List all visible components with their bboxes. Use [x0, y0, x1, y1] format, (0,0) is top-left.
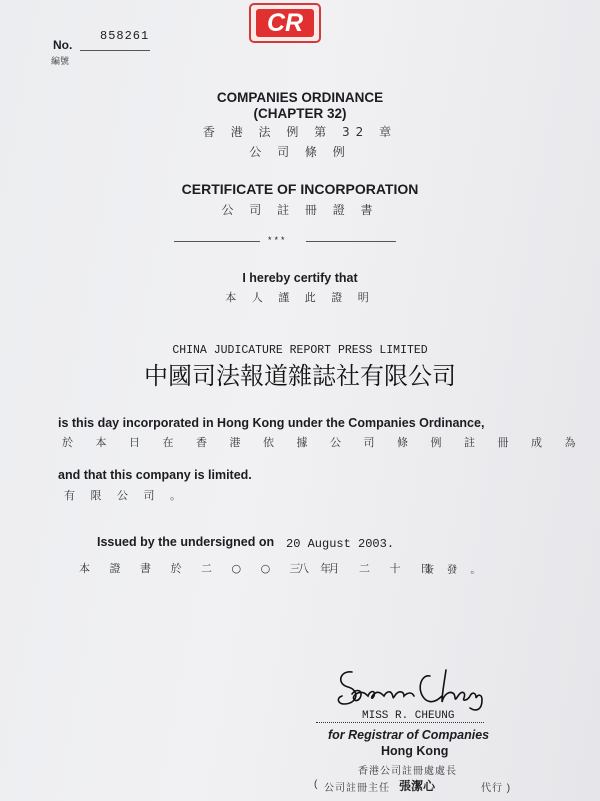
- ordinance-subtitle-cn: 公 司 條 例: [249, 145, 351, 159]
- company-name-en: CHINA JUDICATURE REPORT PRESS LIMITED: [172, 344, 428, 357]
- issue-date-cn: 八 月 二 十 日: [298, 562, 439, 575]
- issued-label: Issued by the undersigned on: [97, 535, 275, 549]
- ordinance-title: COMPANIES ORDINANCE: [216, 90, 384, 105]
- signatory-name: MISS R. CHEUNG: [362, 710, 455, 722]
- cert-number-label: No.: [53, 38, 73, 52]
- registrar-name-cn: 張潔心: [399, 779, 436, 793]
- registrar-place: Hong Kong: [381, 744, 449, 758]
- chapter-title: (CHAPTER 32): [253, 106, 347, 121]
- registrar-cn: 香港公司註冊處處長: [358, 766, 457, 777]
- registrar-line: [328, 728, 500, 742]
- issue-date: 20 August 2003.: [286, 537, 395, 551]
- registrar-role-cn: 公司註冊主任: [324, 783, 390, 794]
- limited-statement-cn: 有 限 公 司 。: [64, 489, 187, 502]
- ordinance-title-cn: 香 港 法 例 第 32 章: [202, 125, 398, 139]
- certify-statement-cn: 本 人 謹 此 證 明: [225, 291, 375, 304]
- registrar-open-paren: (: [314, 779, 318, 790]
- divider-left: [174, 241, 260, 242]
- incorporation-statement: is this day incorporated in Hong Kong under the Companies Ordinance,: [58, 416, 485, 430]
- cr-logo: [249, 3, 321, 43]
- cert-number-value: 858261: [100, 29, 150, 43]
- registrar-line-text: for Registrar of Companies: [328, 728, 490, 742]
- registrar-close-cn: 代行 ): [481, 783, 512, 794]
- issue-word-cn: 簽 發 。: [424, 565, 486, 576]
- cert-number-label-cn: 編號: [51, 56, 70, 66]
- certificate-title-cn: 公 司 註 冊 證 書: [221, 203, 379, 217]
- issued-label-cn: 本 證 書 於 二 ○ ○ 三 年: [79, 562, 340, 575]
- certify-statement: I hereby certify that: [242, 271, 358, 285]
- signature-line: [316, 722, 484, 723]
- company-name-cn: 中國司法報道雜誌社有限公司: [144, 362, 456, 390]
- cert-number-underline: [80, 50, 150, 51]
- handwritten-signature: [330, 660, 500, 715]
- divider-stars: ***: [268, 235, 288, 245]
- certificate-title: CERTIFICATE OF INCORPORATION: [181, 181, 419, 197]
- limited-statement: and that this company is limited.: [58, 468, 252, 482]
- cr-logo-text: CR: [256, 9, 314, 37]
- incorporation-statement-cn: 於 本 日 在 香 港 依 據 公 司 條 例 註 冊 成 為: [62, 436, 585, 449]
- divider-right: [306, 241, 396, 242]
